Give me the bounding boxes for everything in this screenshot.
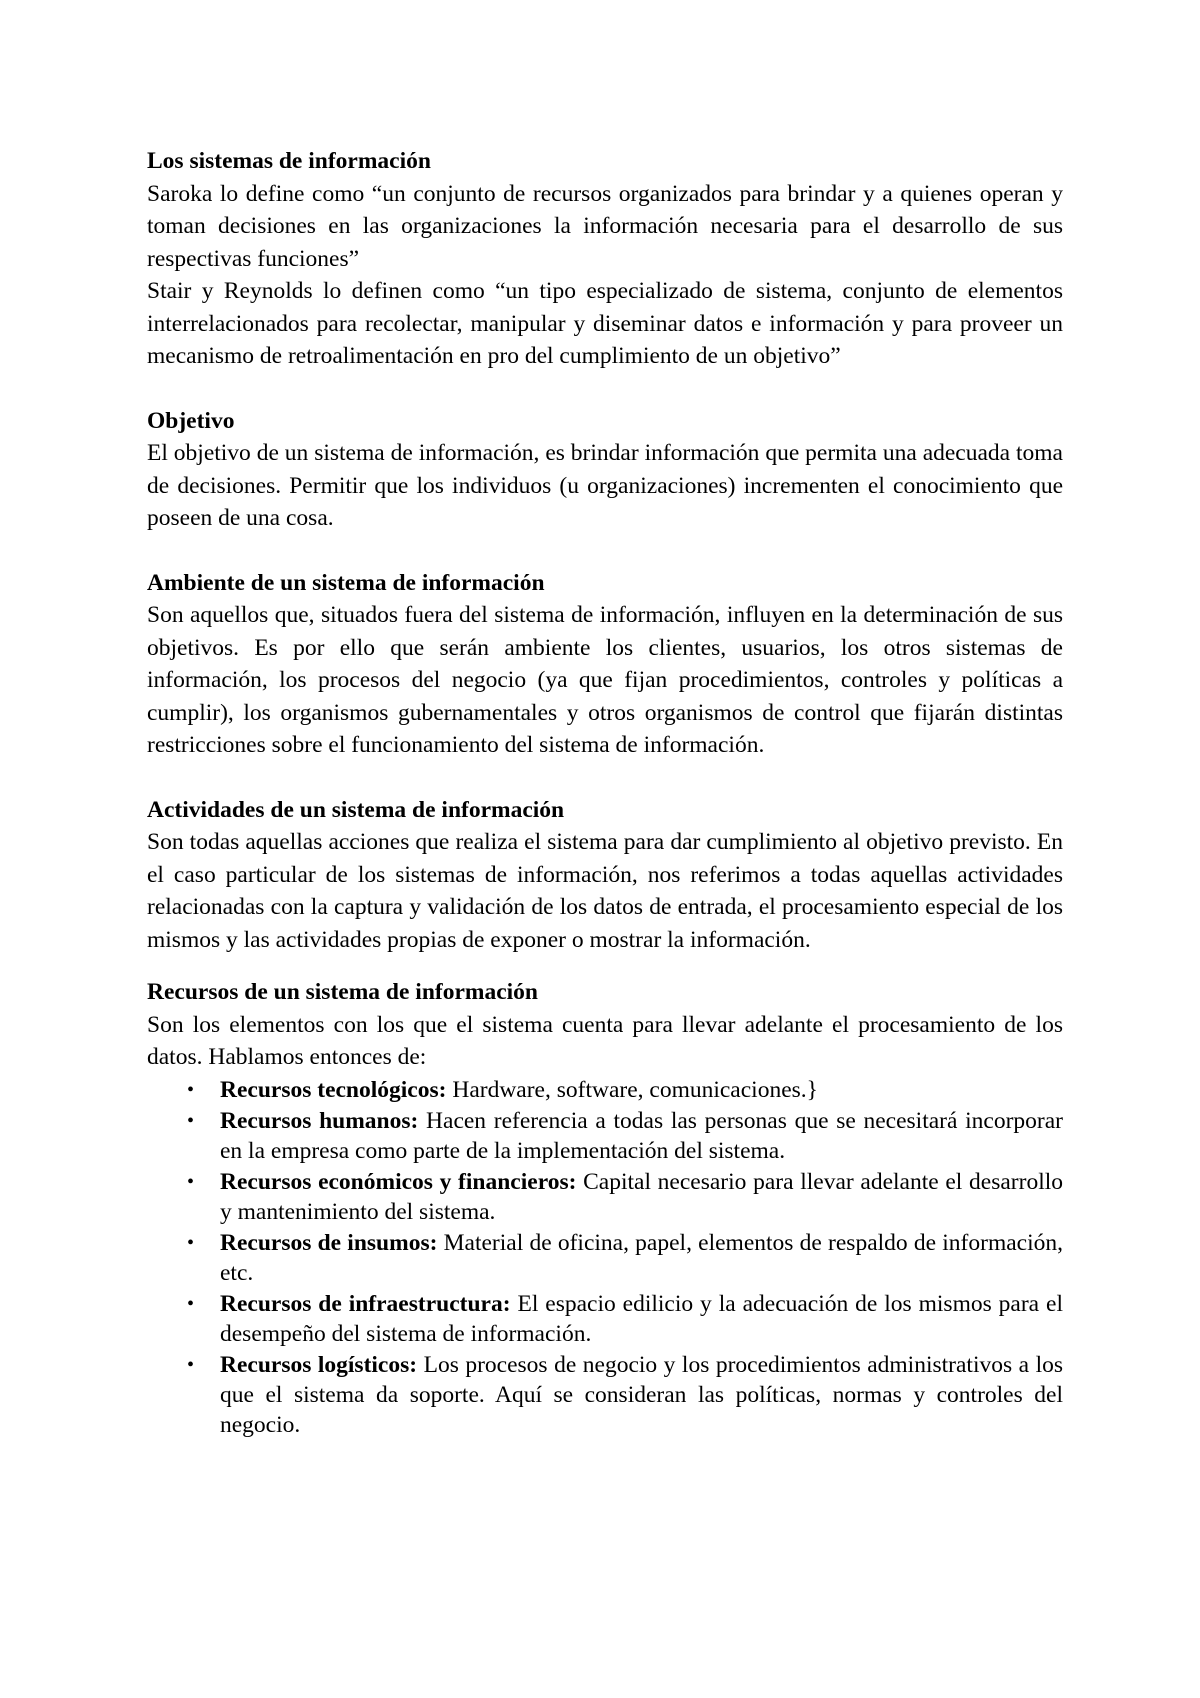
- document-page: [147, 145, 1063, 1440]
- section-ambiente: [147, 567, 1063, 762]
- list-item-label: Recursos de insumos:: [220, 1229, 438, 1256]
- section-sistemas-de-informacion: [147, 145, 1063, 373]
- list-item-recursos-insumos: [147, 1228, 1063, 1288]
- bullet-icon: •: [187, 1353, 195, 1376]
- section-actividades: [147, 794, 1063, 957]
- resources-list: [147, 1075, 1063, 1440]
- section-heading: Actividades de un sistema de información: [147, 796, 565, 823]
- list-item-label: Recursos tecnológicos:: [220, 1076, 447, 1103]
- list-item-text: El espacio edilicio y la adecuación de los mismos para el desempeño del sistema de información.: [220, 1290, 1063, 1347]
- paragraph-saroka-definition: Saroka lo define como “un conjunto de recursos organizados para brindar y a quienes operan y toman decisiones en las organizaciones la información necesaria para el desarrollo de sus respectivas funciones”: [147, 180, 1063, 272]
- paragraph-objetivo: El objetivo de un sistema de información, es brindar información que permita una adecuada toma de decisiones. Permitir que los individuos (u organizaciones) incrementen el conocimiento que poseen de una cosa.: [147, 440, 1063, 531]
- section-heading: Los sistemas de información: [147, 148, 431, 174]
- list-item-text: Capital necesario para llevar adelante el desarrollo y mantenimiento del sistema.: [220, 1168, 1063, 1225]
- section-objetivo: [147, 405, 1063, 535]
- bullet-icon: •: [187, 1170, 195, 1193]
- paragraph-stair-reynolds-definition: Stair y Reynolds lo definen como “un tipo especializado de sistema, conjunto de elementos interrelacionados para recolectar, manipular y diseminar datos e información y para proveer un mecanismo de retroalimentación en pro del cumplimiento de un objetivo”: [147, 278, 1063, 369]
- bullet-icon: •: [187, 1231, 195, 1254]
- list-item-label: Recursos logísticos:: [220, 1351, 418, 1378]
- list-item-label: Recursos económicos y financieros:: [220, 1168, 577, 1195]
- section-heading: Objetivo: [147, 407, 235, 434]
- paragraph-ambiente: Son aquellos que, situados fuera del sistema de información, influyen en la determinación de sus objetivos. Es por ello que serán ambiente los clientes, usuarios, los otros sistemas de información, los procesos del negocio (ya que fijan procedimientos, controles y políticas a cumplir), los organismos gubernamentales y otros organismos de control que fijarán distintas restricciones sobre el funcionamiento del sistema de información.: [147, 602, 1063, 758]
- paragraph-actividades: Son todas aquellas acciones que realiza el sistema para dar cumplimiento al objetivo previsto. En el caso particular de los sistemas de información, nos referimos a todas aquellas actividades relacionadas con la captura y validación de los datos de entrada, el procesamiento especial de los mismos y las actividades propias de exponer o mostrar la información.: [147, 829, 1063, 953]
- section-heading: Recursos de un sistema de información: [147, 979, 538, 1005]
- paragraph-recursos-intro: Son los elementos con los que el sistema cuenta para llevar adelante el procesamiento de los datos. Hablamos entonces de:: [147, 1011, 1063, 1070]
- list-item-label: Recursos de infraestructura:: [220, 1290, 511, 1317]
- bullet-icon: •: [187, 1109, 195, 1132]
- list-item-recursos-economicos: [147, 1167, 1063, 1227]
- list-item-label: Recursos humanos:: [220, 1107, 419, 1134]
- list-item-text: Hardware, software, comunicaciones.}: [446, 1076, 818, 1103]
- bullet-icon: •: [187, 1078, 195, 1101]
- list-item-recursos-infraestructura: [147, 1289, 1063, 1349]
- list-item-recursos-logisticos: [147, 1350, 1063, 1440]
- list-item-text: Material de oficina, papel, elementos de respaldo de información, etc.: [220, 1229, 1063, 1286]
- list-item-recursos-tecnologicos: [147, 1075, 1063, 1105]
- bullet-icon: •: [187, 1292, 195, 1315]
- list-item-text: Los procesos de negocio y los procedimientos administrativos a los que el sistema da soporte. Aquí se consideran las políticas, normas y controles del negocio.: [220, 1351, 1063, 1438]
- section-recursos: [147, 976, 1063, 1440]
- section-heading: Ambiente de un sistema de información: [147, 569, 545, 596]
- list-item-recursos-humanos: [147, 1106, 1063, 1166]
- list-item-text: Hacen referencia a todas las personas que se necesitará incorporar en la empresa como parte de la implementación del sistema.: [220, 1107, 1063, 1164]
